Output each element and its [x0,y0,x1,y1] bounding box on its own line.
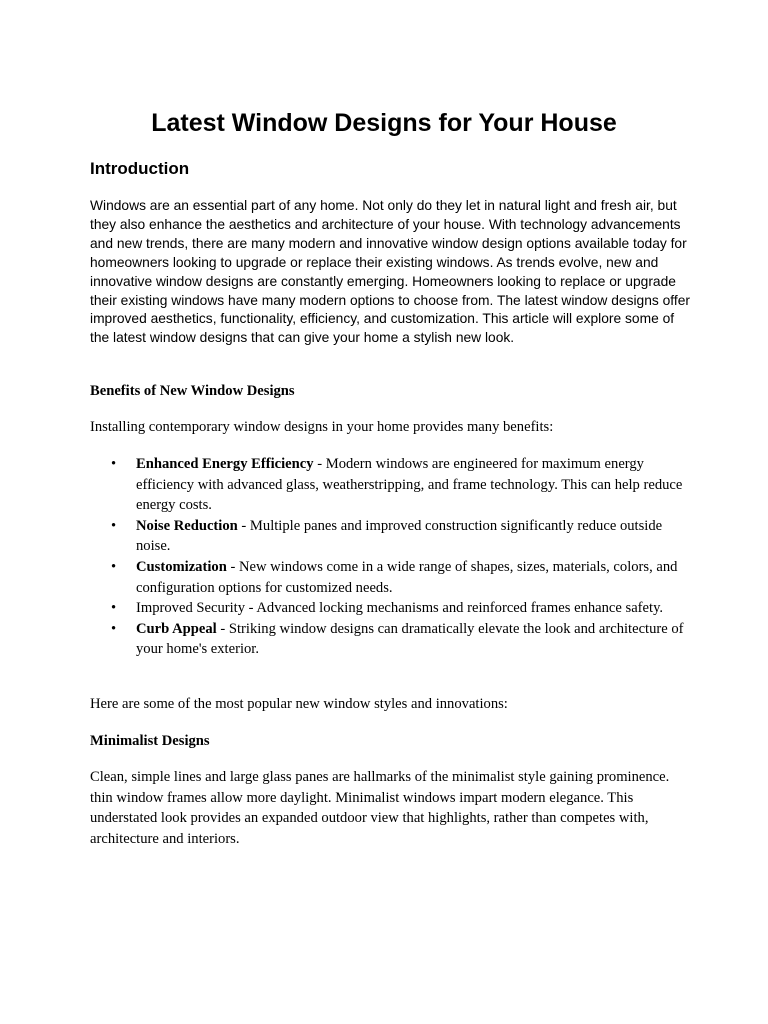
page-title: Latest Window Designs for Your House [151,109,617,137]
list-item-customization [90,557,690,598]
benefit-description: - Modern windows are engineered for maximum energy efficiency with advanced glass, weatherstripping, and frame technology. This can help reduce energy costs. [136,456,683,514]
bullet-icon: • [111,456,117,472]
bullet-icon: • [111,600,117,617]
introduction-heading: Introduction [90,159,190,178]
benefits-list [90,454,690,660]
benefits-heading: Benefits of New Window Designs [90,383,295,399]
bullet-icon: • [111,517,117,534]
styles-intro-paragraph: Here are some of the most popular new window styles and innovations: [90,696,508,712]
benefit-term: Curb Appeal [136,620,217,637]
benefit-description: - Multiple panes and improved construction significantly reduce outside noise. [136,517,663,555]
benefits-intro-paragraph: Installing contemporary window designs in your home provides many benefits: [90,419,554,435]
benefit-description: - Striking window designs can dramatically elevate the look and architecture of your home's exterior. [136,620,684,658]
benefit-term: Noise Reduction [136,517,238,534]
list-item-curb-appeal [90,619,690,660]
bullet-icon: • [111,558,117,575]
minimalist-designs-heading: Minimalist Designs [90,733,210,749]
list-item-noise-reduction [90,516,690,557]
minimalist-designs-paragraph: Clean, simple lines and large glass panes are hallmarks of the minimalist style gaining prominence. thin window frames allow more daylight. Minimalist windows impart modern elegance. This understated look provides an expanded outdoor view that highlights, rather than competes with, architecture and interiors. [90,769,670,847]
benefit-term: Customization [136,558,227,575]
introduction-paragraph: Windows are an essential part of any home. Not only do they let in natural light and fresh air, but they also enhance the aesthetics and architecture of your house. With technology advancements and new trends, there are many modern and innovative window design options available today for homeowners looking to upgrade or replace their existing windows. As trends evolve, new and innovative window designs are constantly emerging. Homeowners looking to replace or upgrade their existing windows have many modern options to choose from. The latest window designs offer improved aesthetics, functionality, efficiency, and customization. This article will explore some of the latest window designs that can give your home a stylish new look. [90,198,690,346]
benefit-description: Improved Security - Advanced locking mechanisms and reinforced frames enhance safety. [136,600,664,617]
benefit-term: Enhanced Energy Efficiency [136,456,314,472]
benefit-description: - New windows come in a wide range of shapes, sizes, materials, colors, and configuration options for customized needs. [136,558,678,596]
bullet-icon: • [111,620,117,637]
list-item-energy-efficiency [90,454,690,516]
list-item-improved-security [90,598,690,619]
